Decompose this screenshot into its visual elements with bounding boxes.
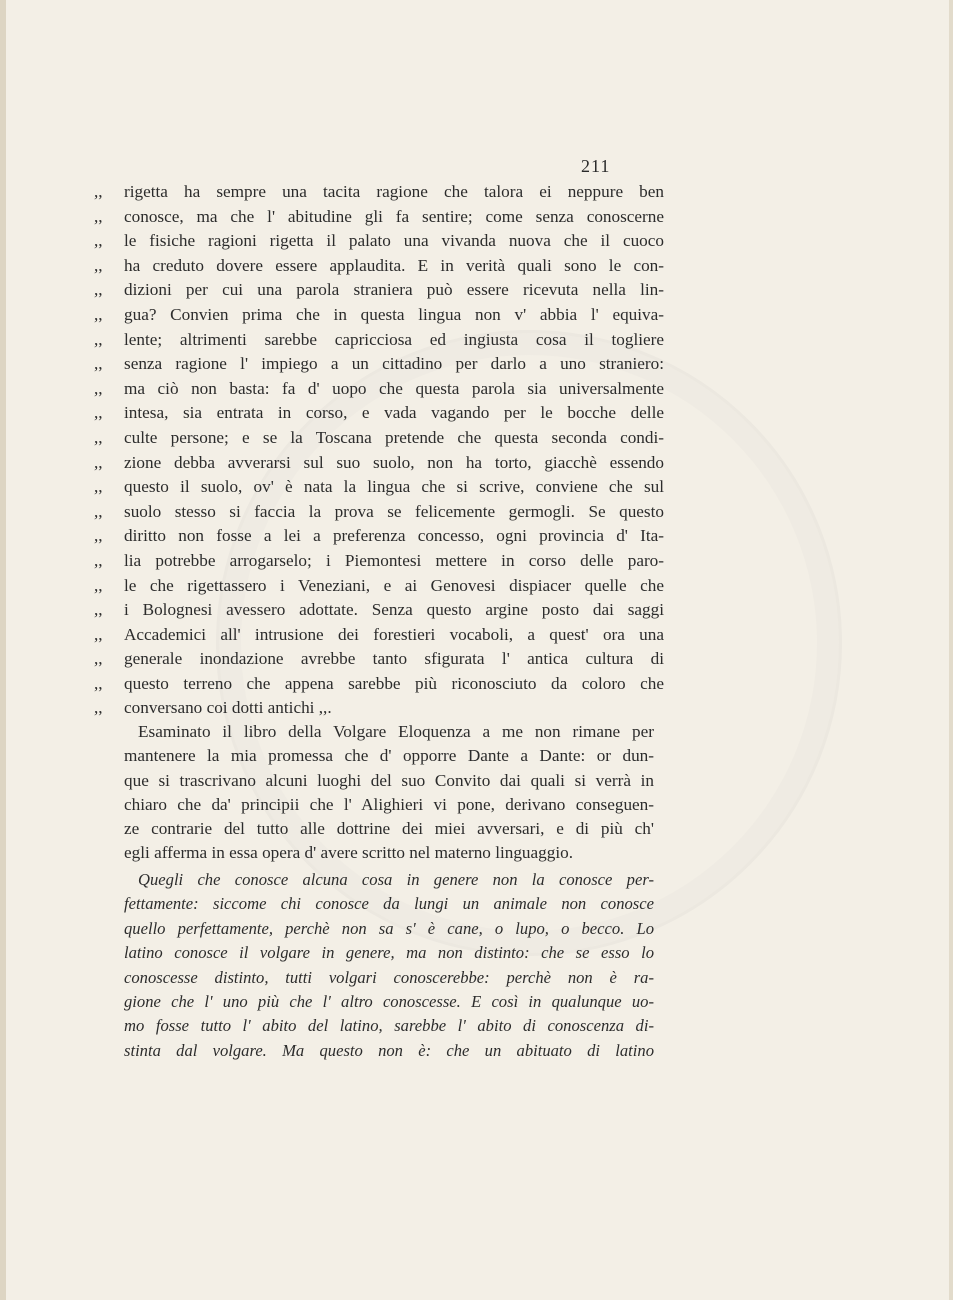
- quoted-line: [94, 574, 664, 599]
- quoted-line: [94, 303, 664, 328]
- quote-mark: ,,: [94, 550, 103, 570]
- quote-mark: ,,: [94, 649, 103, 669]
- quote-mark: ,,: [94, 526, 103, 546]
- quoted-line-text: ha creduto dovere essere applaudita. E in verità quali sono le con-: [124, 255, 664, 275]
- text-line: fettamente: siccome chi conosce da lungi un animale non conosce: [124, 894, 654, 914]
- quoted-line: [94, 180, 664, 205]
- text-line: mantenere la mia promessa che d' opporre Dante a Dante: or dun-: [124, 746, 654, 766]
- quoted-line: [94, 426, 664, 451]
- italic-citation: [124, 868, 654, 1063]
- quote-mark: ,,: [94, 477, 103, 497]
- quote-mark: ,,: [94, 673, 103, 693]
- quoted-line: [94, 377, 664, 402]
- quote-mark: ,,: [94, 501, 103, 521]
- quote-mark: ,,: [94, 698, 103, 718]
- quoted-line-text: culte persone; e se la Toscana pretende che questa seconda condi-: [124, 427, 664, 447]
- quote-mark: ,,: [94, 182, 103, 201]
- quoted-line-text: suolo stesso si faccia la prova se felicemente germogli. Se questo: [124, 501, 664, 521]
- quoted-line: [94, 451, 664, 476]
- quoted-line: [94, 352, 664, 377]
- quoted-line-text: Accademici all' intrusione dei forestieri vocaboli, a quest' ora una: [124, 624, 664, 644]
- text-line: chiaro che da' principii che l' Alighieri vi pone, derivano conseguen-: [124, 794, 654, 814]
- quoted-line: [94, 254, 664, 279]
- quote-mark: ,,: [94, 427, 103, 447]
- quoted-line-text: rigetta ha sempre una tacita ragione che talora ei neppure ben: [124, 182, 664, 201]
- quote-mark: ,,: [94, 575, 103, 595]
- quoted-line: [94, 696, 664, 721]
- text-line: conoscesse distinto, tutti volgari conoscerebbe: perchè non è ra-: [124, 967, 654, 987]
- quoted-line-text: gua? Convien prima che in questa lingua non v' abbia l' equiva-: [124, 304, 664, 324]
- quoted-line: [94, 401, 664, 426]
- quote-mark: ,,: [94, 624, 103, 644]
- quoted-passage: [94, 180, 664, 721]
- quoted-line-text: lente; altrimenti sarebbe capricciosa ed ingiusta cosa il togliere: [124, 329, 664, 349]
- quoted-line: [94, 672, 664, 697]
- quoted-line-text: senza ragione l' impiego a un cittadino per darlo a uno straniero:: [124, 354, 664, 374]
- text-line: stinta dal volgare. Ma questo non è: che un abituato di latino: [124, 1040, 654, 1060]
- text-line: egli afferma in essa opera d' avere scritto nel materno linguaggio.: [124, 843, 574, 863]
- quote-mark: ,,: [94, 304, 103, 324]
- quoted-line-text: diritto non fosse a lei a preferenza concesso, ogni provincia d' Ita-: [124, 526, 664, 546]
- quoted-line-text: conversano coi dotti antichi ,,.: [124, 698, 332, 718]
- quote-mark: ,,: [94, 452, 103, 472]
- quoted-line-text: lia potrebbe arrogarselo; i Piemontesi mettere in corso delle paro-: [124, 550, 664, 570]
- quoted-line: [94, 278, 664, 303]
- quoted-line-text: generale inondazione avrebbe tanto sfigurata l' antica cultura di: [124, 649, 664, 669]
- quote-mark: ,,: [94, 403, 103, 423]
- quote-mark: ,,: [94, 280, 103, 300]
- quoted-line: [94, 328, 664, 353]
- quoted-line-text: ma ciò non basta: fa d' uopo che questa parola sia universalmente: [124, 378, 664, 398]
- text-line: gione che l' uno più che l' altro conoscesse. E così in qualunque uo-: [124, 991, 654, 1011]
- quoted-line-text: i Bolognesi avessero adottate. Senza questo argine posto dai saggi: [124, 600, 664, 620]
- text-line: mo fosse tutto l' abito del latino, sarebbe l' abito di conoscenza di-: [124, 1016, 654, 1036]
- quote-mark: ,,: [94, 378, 103, 398]
- quoted-line: [94, 205, 664, 230]
- text-line: ze contrarie del tutto alle dottrine dei miei avversari, e di più ch': [124, 819, 654, 839]
- quoted-line-text: le che rigettassero i Veneziani, e ai Genovesi dispiacer quelle che: [124, 575, 664, 595]
- text-line: quello perfettamente, perchè non sa s' è cane, o lupo, o becco. Lo: [124, 918, 654, 938]
- quote-mark: ,,: [94, 206, 103, 226]
- quoted-line-text: dizioni per cui una parola straniera può essere ricevuta nella lin-: [124, 280, 664, 300]
- quoted-line-text: questo terreno che appena sarebbe più riconosciuto da coloro che: [124, 673, 664, 693]
- quoted-line: [94, 229, 664, 254]
- quote-mark: ,,: [94, 231, 103, 251]
- quote-mark: ,,: [94, 255, 103, 275]
- text-line: Esaminato il libro della Volgare Eloquenza a me non rimane per: [138, 722, 654, 741]
- quote-mark: ,,: [94, 329, 103, 349]
- quoted-line: [94, 647, 664, 672]
- quoted-line-text: conosce, ma che l' abitudine gli fa sentire; come senza conoscerne: [124, 206, 664, 226]
- quoted-line-text: questo il suolo, ov' è nata la lingua che si scrive, conviene che sul: [124, 477, 664, 497]
- quoted-line-text: le fisiche ragioni rigetta il palato una vivanda nuova che il cuoco: [124, 231, 664, 251]
- quoted-line-text: zione debba avverarsi sul suo suolo, non ha torto, giacchè essendo: [124, 452, 664, 472]
- quoted-line: [94, 500, 664, 525]
- body-paragraph: [124, 720, 654, 866]
- text-line: Quegli che conosce alcuna cosa in genere non la conosce per-: [138, 870, 654, 889]
- quoted-line: [94, 549, 664, 574]
- quoted-line: [94, 475, 664, 500]
- quote-mark: ,,: [94, 354, 103, 374]
- text-line: que si trascrivano alcuni luoghi del suo Convito dai quali si verrà in: [124, 770, 654, 790]
- text-line: latino conosce il volgare in genere, ma non distinto: che se esso lo: [124, 943, 654, 963]
- quoted-line-text: intesa, sia entrata in corso, e vada vagando per le bocche delle: [124, 403, 664, 423]
- quoted-line: [94, 623, 664, 648]
- quote-mark: ,,: [94, 600, 103, 620]
- quoted-line: [94, 524, 664, 549]
- quoted-line: [94, 598, 664, 623]
- page-number: 211: [581, 156, 611, 176]
